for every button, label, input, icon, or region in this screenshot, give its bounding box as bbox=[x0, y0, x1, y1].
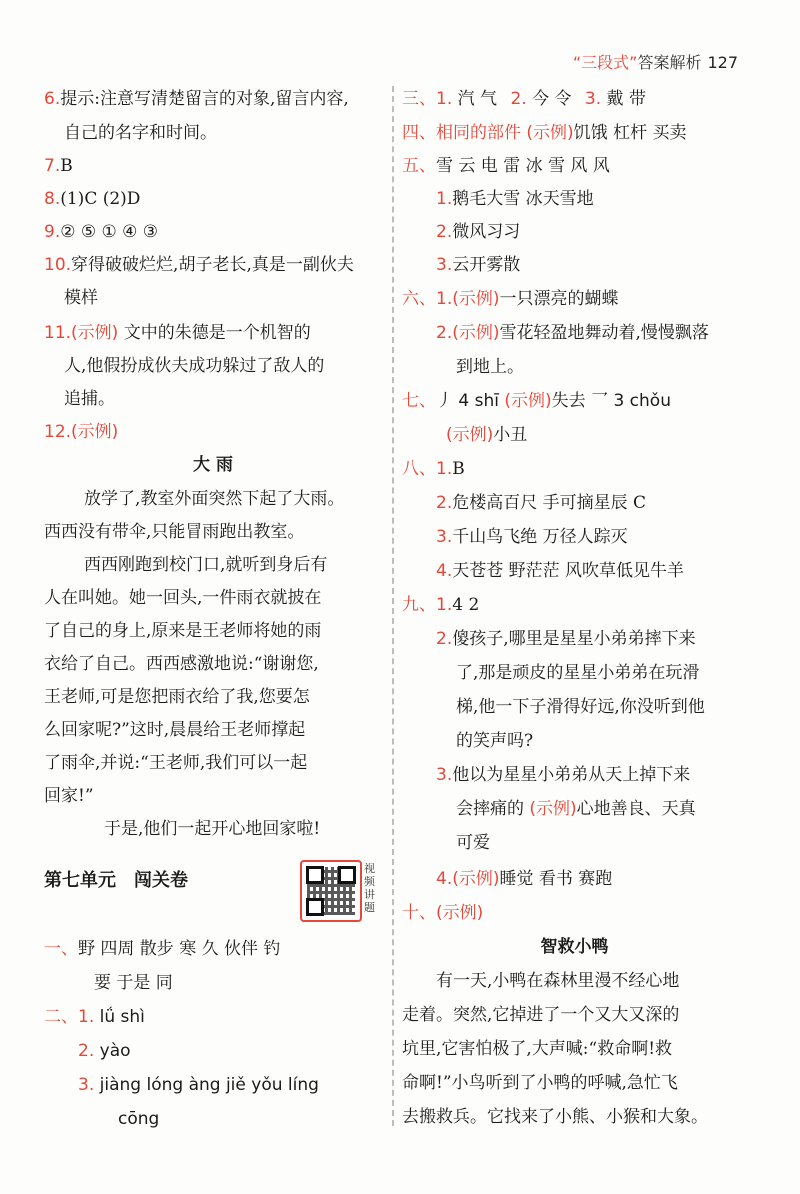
section-number: 一、 bbox=[44, 939, 78, 959]
answer-number: 3. bbox=[584, 89, 602, 109]
section-6 bbox=[402, 288, 619, 310]
answer-11-cont: 追捕。 bbox=[64, 389, 115, 409]
answer-text: 危楼高百尺 手可摘星辰 C bbox=[452, 493, 647, 513]
essay-line: 西西没有带伞,只能冒雨跑出教室。 bbox=[44, 522, 305, 542]
section-number: 四、 bbox=[402, 123, 436, 143]
answer-number: 6. bbox=[44, 89, 61, 109]
example-tag: (示例) bbox=[71, 323, 119, 343]
answer-number: 2. bbox=[436, 629, 453, 649]
answer-number: 1. bbox=[78, 1007, 95, 1027]
section-7 bbox=[402, 390, 671, 412]
answer-number: 7. bbox=[44, 156, 61, 176]
section-8-c bbox=[436, 526, 628, 548]
answer-9 bbox=[44, 221, 158, 243]
answer-text: 今 令 bbox=[532, 89, 572, 109]
answer-number: 11. bbox=[44, 323, 72, 343]
answer-10-cont: 模样 bbox=[64, 288, 98, 308]
answer-number: 8. bbox=[44, 189, 61, 209]
answer-text: 傻孩子,哪里是星星小弟弟摔下来 bbox=[452, 629, 696, 649]
section-6-b bbox=[436, 322, 709, 344]
answer-text: 千山鸟飞绝 万径人踪灭 bbox=[452, 527, 628, 547]
answer-number: 9. bbox=[44, 222, 61, 242]
unit-name: 第七单元 bbox=[44, 870, 116, 891]
essay-line: 于是,他们一起开心地回家啦! bbox=[104, 819, 321, 839]
answer-number: 2. bbox=[510, 89, 527, 109]
unit-title bbox=[44, 870, 188, 892]
answer-text: 天苍苍 野茫茫 风吹草低见牛羊 bbox=[452, 561, 685, 581]
answer-text: 他以为星星小弟弟从天上掉下来 bbox=[452, 765, 691, 785]
essay-line: 了雨伞,并说:“王老师,我们可以一起 bbox=[44, 753, 308, 773]
answer-8 bbox=[44, 188, 140, 210]
section-9-b-cont: 的笑声吗? bbox=[456, 731, 534, 751]
answer-number: 1. bbox=[436, 595, 453, 615]
example-tag: (示例) bbox=[452, 869, 500, 889]
answer-text: 心地善良、天真 bbox=[576, 799, 696, 819]
header-subtitle: 答案解析 bbox=[637, 53, 702, 72]
answer-number: 4. bbox=[436, 561, 453, 581]
essay-line: 回家!” bbox=[44, 786, 94, 806]
essay-line: 王老师,可是您把雨衣给了我,您要怎 bbox=[44, 687, 310, 707]
section-9 bbox=[402, 594, 479, 616]
section-9-b bbox=[436, 628, 696, 650]
section-number: 九、 bbox=[402, 595, 436, 615]
section-5-c bbox=[436, 254, 520, 276]
answer-number: 3. bbox=[436, 527, 453, 547]
section-number: 七、 bbox=[402, 391, 436, 411]
answer-number: 2. bbox=[436, 222, 453, 242]
section-4 bbox=[402, 122, 686, 144]
answer-text: 饥饿 杠杆 买卖 bbox=[573, 123, 687, 143]
section-5-a bbox=[436, 188, 594, 210]
answer-text: 鹅毛大雪 冰天雪地 bbox=[452, 189, 594, 209]
answer-text: 雪花轻盈地舞动着,慢慢飘落 bbox=[499, 323, 709, 343]
example-tag: (示例) bbox=[504, 391, 552, 411]
answer-text: 云开雾散 bbox=[452, 255, 521, 275]
section-9-c-cont: 可爱 bbox=[456, 833, 490, 853]
section-number: 八、 bbox=[402, 459, 436, 479]
answer-number: 1. bbox=[436, 459, 453, 479]
answer-text: 野 四周 散步 寒 久 伙伴 钓 bbox=[78, 939, 281, 959]
answer-text: ② ⑤ ① ④ ③ bbox=[60, 222, 159, 242]
essay-line: 人在叫她。她一回头,一件雨衣就披在 bbox=[44, 588, 322, 608]
answer-number: 2. bbox=[436, 493, 453, 513]
answer-7 bbox=[44, 155, 73, 177]
section-1-cont: 要 于是 同 bbox=[94, 973, 173, 993]
answer-text: 小丑 bbox=[493, 425, 528, 445]
section-lead: 相同的部件 bbox=[436, 123, 521, 143]
example-tag: (示例) bbox=[526, 123, 574, 143]
answer-text: (1)C (2)D bbox=[60, 189, 141, 209]
qr-label: 视频讲题 bbox=[364, 862, 375, 914]
section-8-b bbox=[436, 492, 646, 514]
answer-text: 提示:注意写清楚留言的对象,留言内容, bbox=[60, 89, 349, 109]
answer-text: 微风习习 bbox=[452, 222, 521, 242]
pinyin-answer: lǘ shì bbox=[99, 1007, 145, 1027]
page-number: 127 bbox=[707, 53, 738, 72]
example-tag: (示例) bbox=[452, 323, 500, 343]
answer-text: 穿得破破烂烂,胡子老长,真是一副伙夫 bbox=[71, 255, 354, 275]
section-number: 十、 bbox=[402, 903, 436, 923]
answer-12 bbox=[44, 421, 118, 443]
answer-number: 3. bbox=[436, 765, 453, 785]
answer-number: 3. bbox=[436, 255, 453, 275]
answer-text: 4 2 bbox=[452, 595, 480, 615]
answer-number: 1. bbox=[436, 289, 453, 309]
answer-number: 1. bbox=[436, 89, 453, 109]
section-2 bbox=[44, 1006, 145, 1028]
section-6-b-cont: 到地上。 bbox=[456, 357, 524, 377]
answer-number: 10. bbox=[44, 255, 72, 275]
section-number: 二、 bbox=[44, 1007, 78, 1027]
section-2-c-cont: cōng bbox=[118, 1109, 160, 1129]
story-line: 命啊!”小鸟听到了小鸭的呼喊,急忙飞 bbox=[402, 1073, 678, 1093]
section-7-cont bbox=[446, 424, 527, 446]
brand-label: “三段式” bbox=[572, 53, 638, 72]
answer-text: 会摔痛的 bbox=[456, 799, 524, 819]
essay-line: 么回家呢?”这时,晨晨给王老师撑起 bbox=[44, 720, 306, 740]
example-tag: (示例) bbox=[452, 289, 500, 309]
answer-text: 戴 带 bbox=[606, 89, 646, 109]
qr-code-icon[interactable] bbox=[300, 860, 362, 922]
answer-text: 丿 4 shī bbox=[436, 391, 499, 411]
pinyin-answer: yào bbox=[99, 1041, 131, 1061]
section-5-b bbox=[436, 221, 520, 243]
section-9-d bbox=[436, 868, 612, 890]
section-9-b-cont: 了,那是顽皮的星星小弟弟在玩滑 bbox=[456, 663, 700, 683]
story-line: 去搬救兵。它找来了小熊、小猴和大象。 bbox=[402, 1107, 708, 1127]
section-3 bbox=[402, 88, 646, 110]
story-title: 智救小鸭 bbox=[540, 937, 609, 957]
essay-line: 放学了,教室外面突然下起了大雨。 bbox=[84, 489, 345, 509]
answer-number: 1. bbox=[436, 189, 453, 209]
example-tag: (示例) bbox=[436, 903, 484, 923]
answer-number: 4. bbox=[436, 869, 453, 889]
unit-subtitle: 闯关卷 bbox=[134, 870, 188, 891]
section-2-b bbox=[78, 1040, 131, 1062]
page-header bbox=[573, 50, 738, 73]
example-tag: (示例) bbox=[529, 799, 577, 819]
answer-11-cont: 人,他假扮成伙夫成功躲过了敌人的 bbox=[64, 356, 325, 376]
section-10 bbox=[402, 902, 483, 924]
section-number: 三、 bbox=[402, 89, 436, 109]
essay-title: 大 雨 bbox=[193, 455, 233, 475]
essay-line: 西西刚跑到校门口,就听到身后有 bbox=[84, 555, 328, 575]
answer-text: 睡觉 看书 赛跑 bbox=[499, 869, 613, 889]
section-2-c bbox=[78, 1074, 319, 1096]
answer-text: B bbox=[60, 156, 73, 176]
answer-text: 雪 云 电 雷 冰 雪 风 风 bbox=[436, 156, 610, 176]
answer-6 bbox=[44, 88, 349, 110]
essay-line: 了自己的身上,原来是王老师将她的雨 bbox=[44, 621, 322, 641]
section-9-c bbox=[436, 764, 690, 786]
example-tag: (示例) bbox=[71, 422, 119, 442]
section-number: 五、 bbox=[402, 156, 436, 176]
section-8 bbox=[402, 458, 465, 480]
section-8-d bbox=[436, 560, 684, 582]
answer-text: B bbox=[452, 459, 465, 479]
answer-11 bbox=[44, 322, 311, 344]
story-line: 走着。突然,它掉进了一个又大又深的 bbox=[402, 1005, 680, 1025]
section-number: 六、 bbox=[402, 289, 436, 309]
section-1 bbox=[44, 938, 280, 960]
pinyin-answer: jiàng lóng àng jiě yǒu líng bbox=[99, 1075, 319, 1095]
story-line: 坑里,它害怕极了,大声喊:“救命啊!救 bbox=[402, 1039, 673, 1059]
answer-text: 一只漂亮的蝴蝶 bbox=[499, 289, 619, 309]
column-divider bbox=[392, 86, 394, 1126]
answer-number: 3. bbox=[78, 1075, 95, 1095]
section-9-c-cont bbox=[456, 798, 696, 820]
answer-text: 失去 乛 3 chǒu bbox=[551, 391, 671, 411]
answer-number: 2. bbox=[436, 323, 453, 343]
answer-6-cont: 自己的名字和时间。 bbox=[64, 123, 217, 143]
section-9-b-cont: 梯,他一下子滑得好远,你没听到他 bbox=[456, 697, 705, 717]
answer-10 bbox=[44, 254, 354, 276]
story-line: 有一天,小鸭在森林里漫不经心地 bbox=[436, 971, 680, 991]
answer-text: 汽 气 bbox=[457, 89, 498, 109]
answer-text: 文中的朱德是一个机智的 bbox=[123, 323, 311, 343]
essay-line: 衣给了自己。西西感激地说:“谢谢您, bbox=[44, 654, 319, 674]
answer-number: 2. bbox=[78, 1041, 95, 1061]
section-5 bbox=[402, 155, 610, 177]
answer-number: 12. bbox=[44, 422, 72, 442]
example-tag: (示例) bbox=[446, 425, 494, 445]
